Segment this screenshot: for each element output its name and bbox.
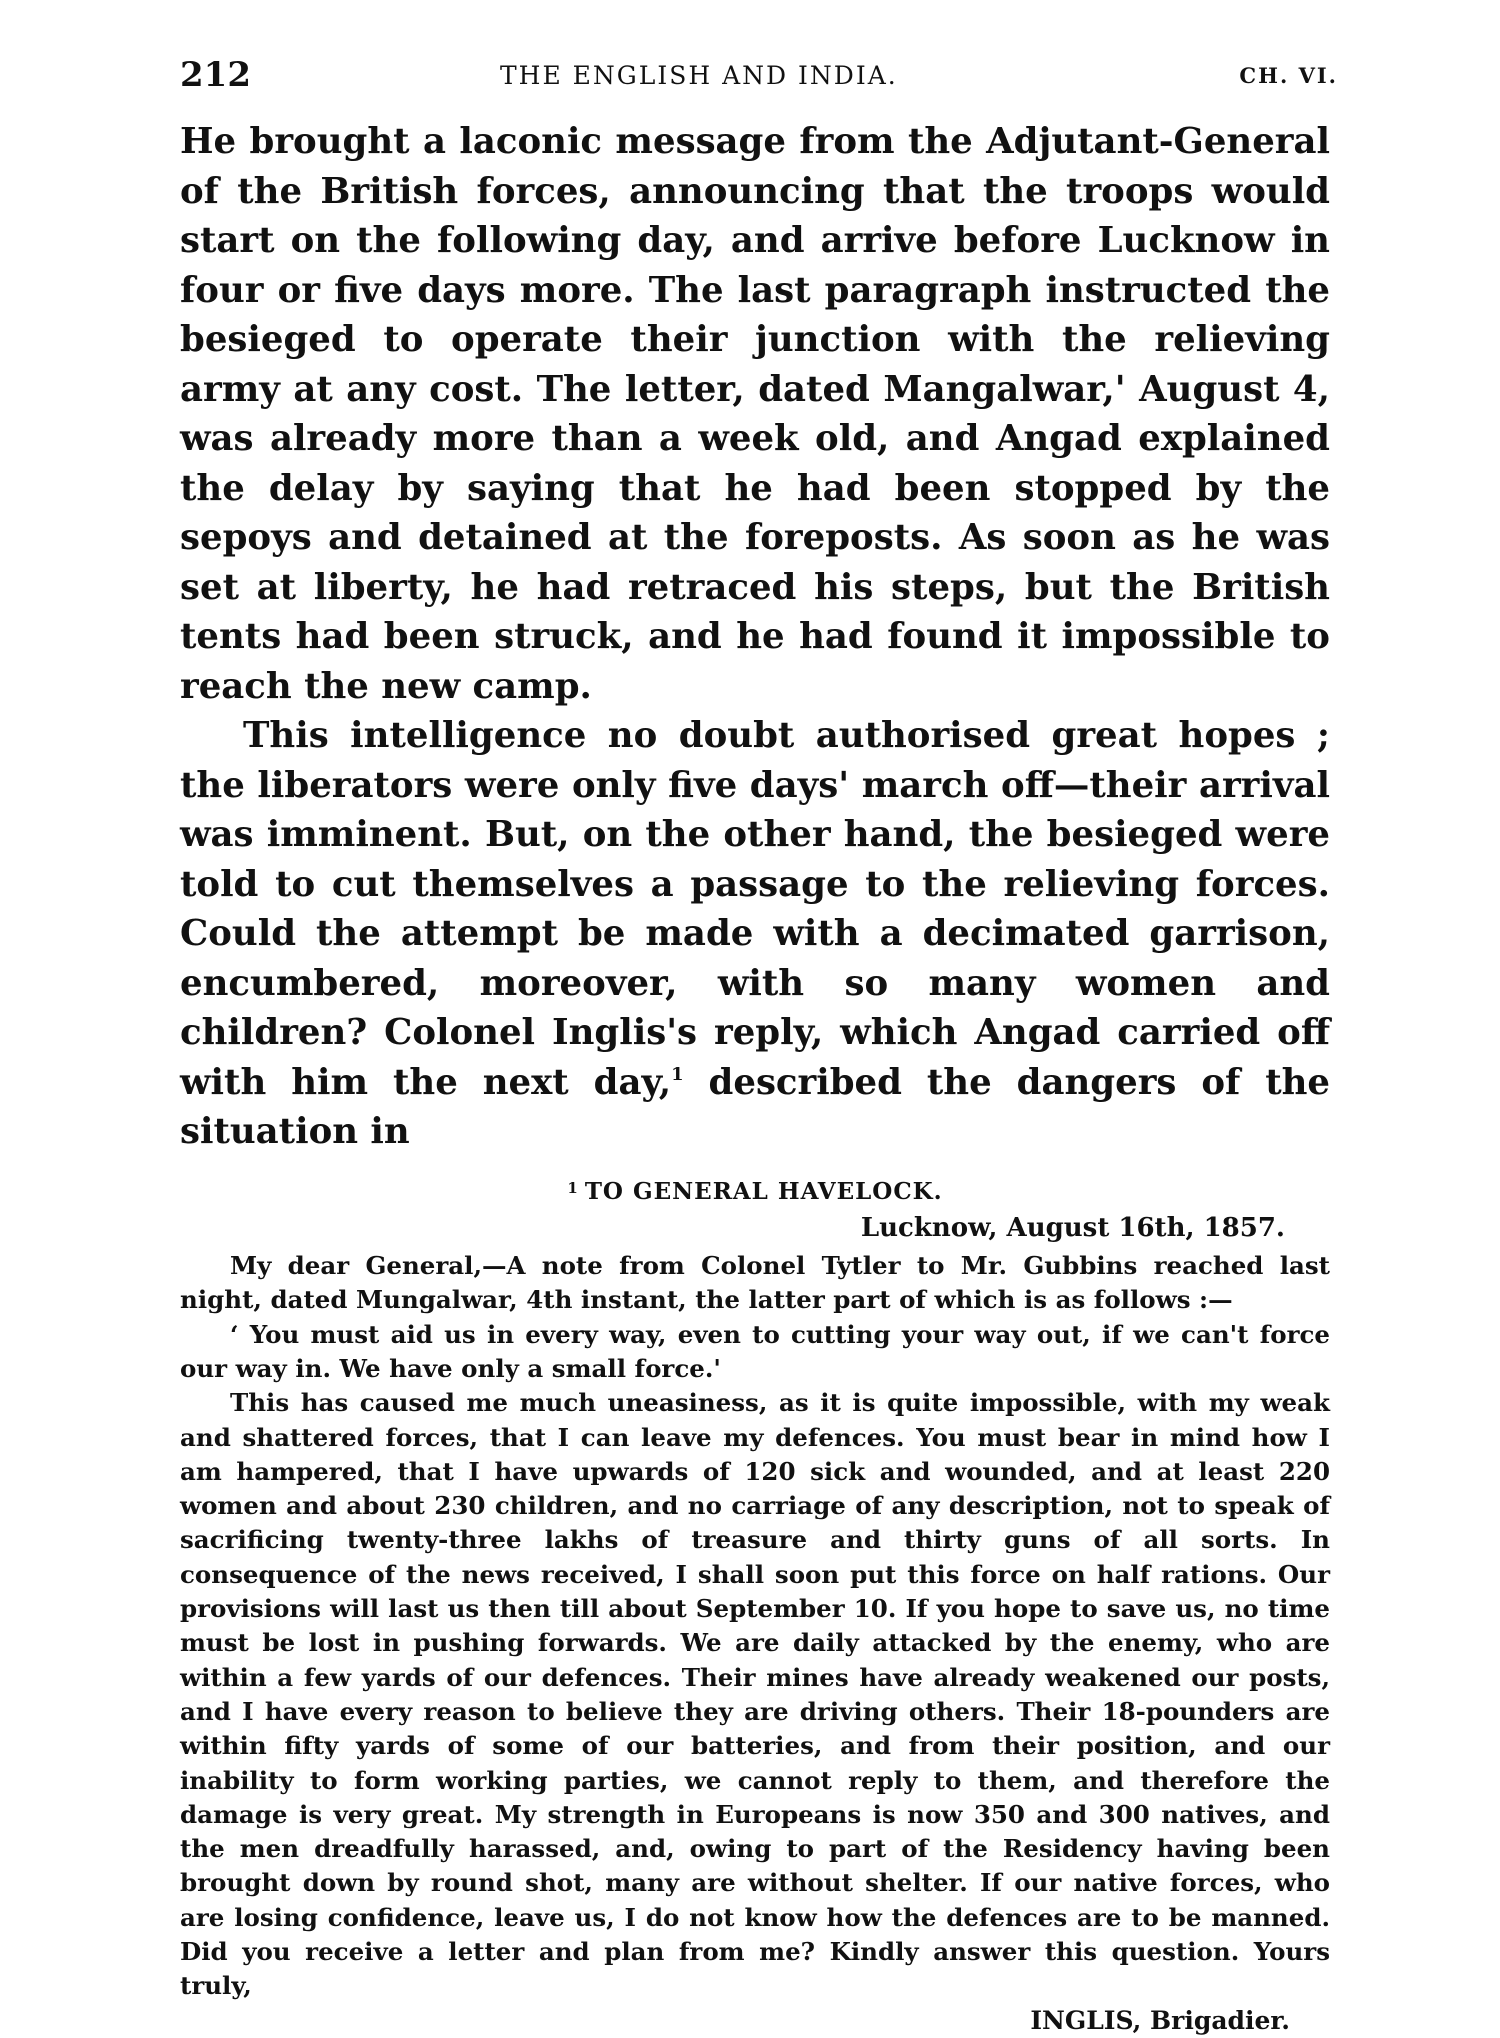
footnote-reference[interactable]: 1 <box>671 1063 684 1085</box>
footnote-heading <box>180 1171 1330 1209</box>
body-paragraph-1: He brought a laconic message from the Adjutant-General of the British forces, announcing that the troops would start on the following day, and arrive before Lucknow in four or five days more. The last paragraph instructed the besieged to operate their junction with the relieving army at any cost. The letter, dated Mangalwar,' August 4, was already more than a week old, and Angad explained the delay by saying that he had been stopped by the sepoys and detained at the foreposts. As soon as he was set at liberty, he had retraced his steps, but the British tents had been struck, and he had found it impossible to reach the new camp. <box>180 121 1330 707</box>
body-paragraph-2 <box>180 711 1330 1157</box>
footnote-salutation: My dear General,—A note from Colonel Tytler to Mr. Gubbins reached last night, dated Mungalwar, 4th instant, the latter part of which is as follows :— <box>180 1251 1330 1315</box>
book-page <box>180 55 1338 2038</box>
footnote-letter-body: This has caused me much uneasiness, as it is quite impossible, with my weak and shattered forces, that I can leave my defences. You must bear in mind how I am hampered, that I have upwards of 120 sick and wounded, and at least 220 women and about 230 children, and no carriage of any description, not to speak of sacrificing twenty-three lakhs of treasure and thirty guns of all sorts. In consequence of the news received, I shall soon put this force on half rations. Our provisions will last us then till about September 10. If you hope to save us, no time must be lost in pushing forwards. We are daily attacked by the enemy, who are within a few yards of our defences. Their mines have already weakened our posts, and I have every reason to believe they are driving others. Their 18-pounders are within fifty yards of some of our batteries, and from their position, and our inability to form working parties, we cannot reply to them, and therefore the damage is very great. My strength in Europeans is now 350 and 300 natives, and the men dreadfully harassed, and, owing to part of the Residency having been brought down by round shot, many are without shelter. If our native forces, who are losing confidence, leave us, I do not know how the defences are to be manned. Did you receive a letter and plan from me? Kindly answer this question. Yours truly, <box>180 1388 1330 2001</box>
running-title: THE ENGLISH AND INDIA. <box>500 61 898 90</box>
page-number: 212 <box>180 55 251 95</box>
body-paragraph-2-continuation: described the dangers of the situation in <box>180 1061 1331 1152</box>
footnote-dateline: Lucknow, August 16th, 1857. <box>860 1212 1285 1243</box>
footnote-heading-text: TO GENERAL HAVELOCK. <box>584 1177 943 1205</box>
footnote <box>180 1171 1330 2038</box>
footnote-signature: INGLIS, Brigadier. <box>1030 2005 1290 2035</box>
chapter-reference: CH. VI. <box>1239 63 1338 88</box>
footnote-quotation: ‘ You must aid us in every way, even to cutting your way out, if we can't force our way in. We have only a small force.' <box>180 1319 1330 1383</box>
footnote-marker: 1 <box>567 1178 579 1197</box>
running-head <box>180 55 1338 105</box>
body-text <box>180 117 1330 1157</box>
body-paragraph-2-text: This intelligence no doubt authorised great hopes ; the liberators were only five days' march off—their arrival was imminent. But, on the other hand, the besieged were told to cut themselves a passage to the relieving forces. Could the attempt be made with a decimated garrison, encumbered, moreover, with so many women and children? Colonel Inglis's reply, which Angad carried off with him the next day, <box>180 715 1330 1103</box>
